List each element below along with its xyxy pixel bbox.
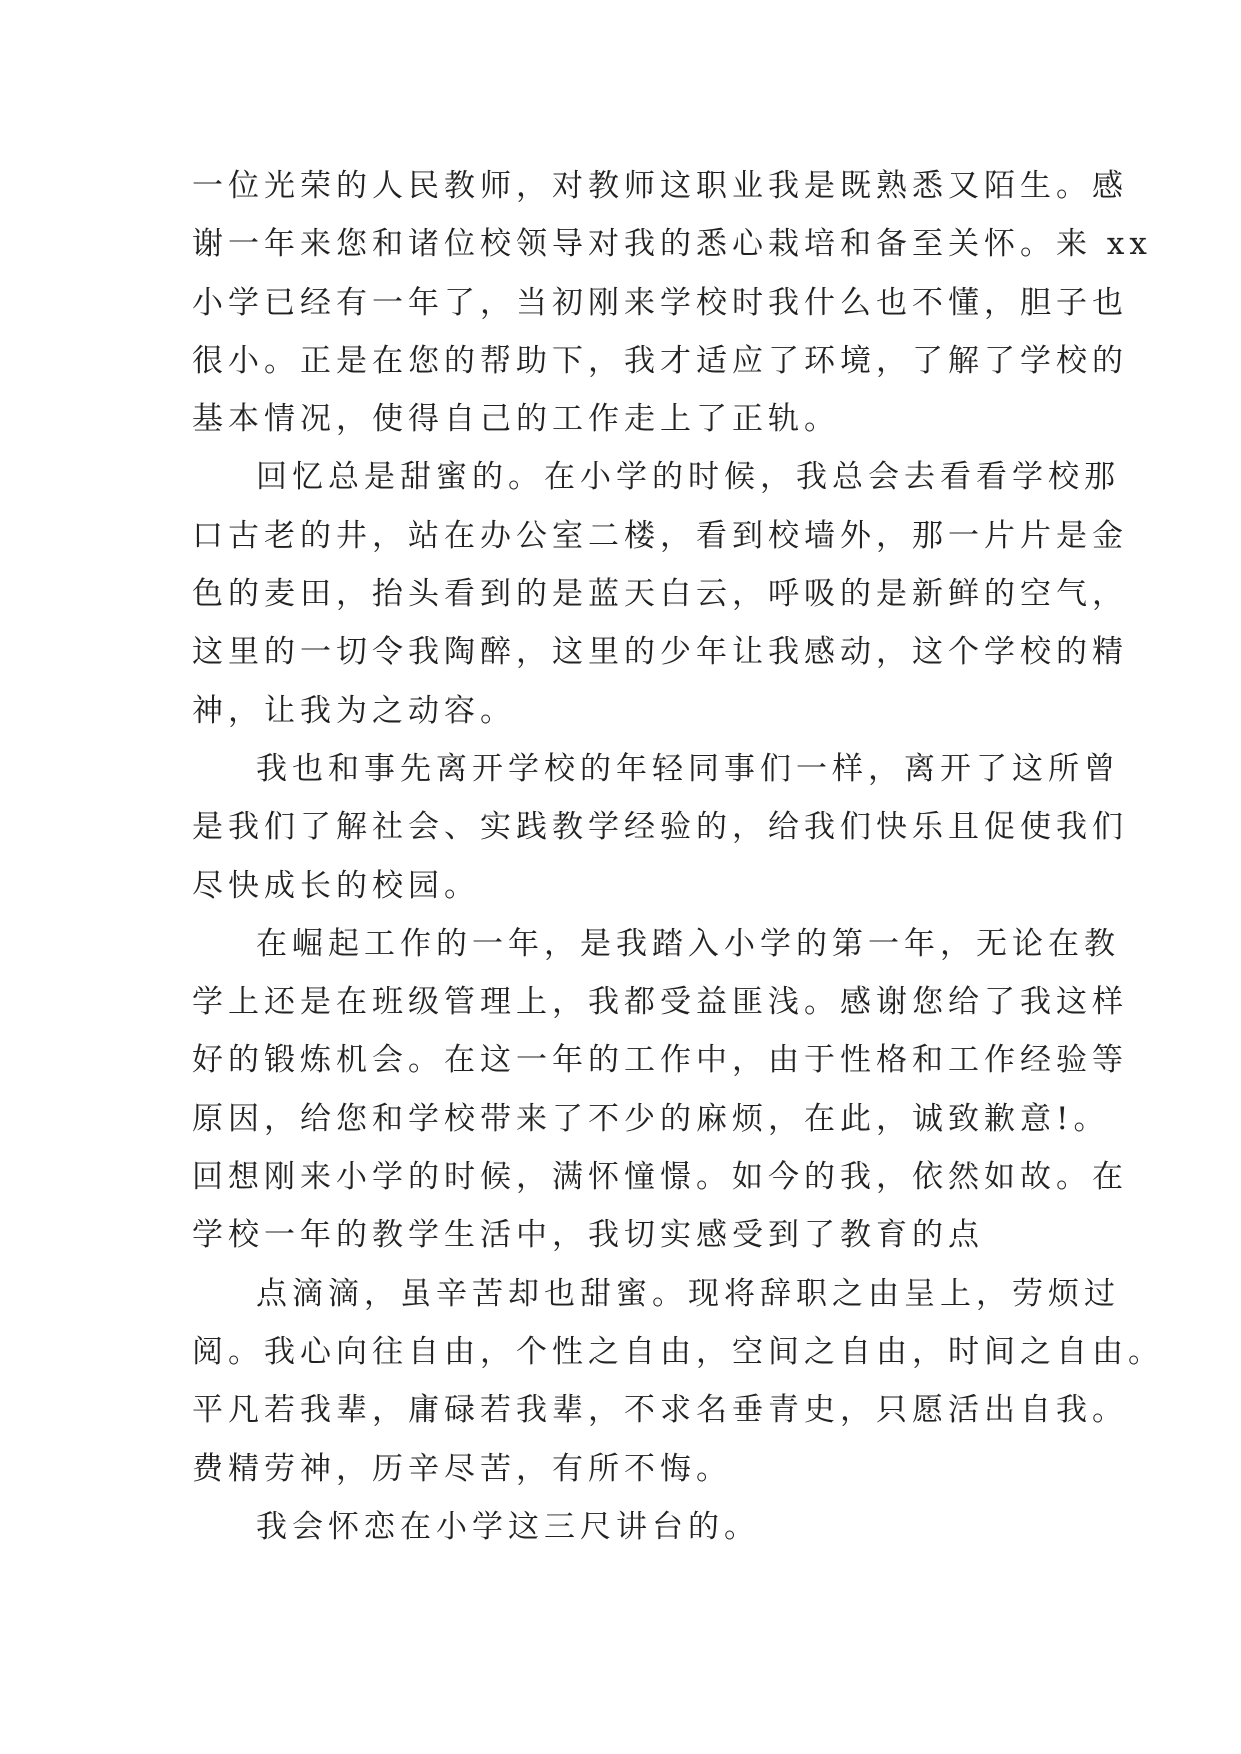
text-line: 是我们了解社会、实践教学经验的，给我们快乐且促使我们 <box>192 809 1128 846</box>
text-line: 这里的一切令我陶醉，这里的少年让我感动，这个学校的精 <box>192 634 1128 671</box>
text-line: 我也和事先离开学校的年轻同事们一样，离开了这所曾 <box>256 750 1120 787</box>
text-line: 基本情况，使得自己的工作走上了正轨。 <box>192 401 840 438</box>
text-line: 我会怀恋在小学这三尺讲台的。 <box>256 1508 760 1545</box>
text-line: 阅。我心向往自由，个性之自由，空间之自由，时间之自由。 <box>192 1333 1164 1370</box>
text-line: 尽快成长的校园。 <box>192 867 480 904</box>
text-line: 小学已经有一年了，当初刚来学校时我什么也不懂，胆子也 <box>192 284 1128 321</box>
text-line: 平凡若我辈，庸碌若我辈，不求名垂青史，只愿活出自我。 <box>192 1392 1128 1429</box>
text-line: 神，让我为之动容。 <box>192 692 516 729</box>
body-text <box>192 157 1164 1556</box>
text-line: 好的锻炼机会。在这一年的工作中，由于性格和工作经验等 <box>192 1042 1128 1079</box>
text-line: 学校一年的教学生活中，我切实感受到了教育的点 <box>192 1217 984 1254</box>
text-line: 口古老的井，站在办公室二楼，看到校墙外，那一片片是金 <box>192 517 1128 554</box>
text-line: 谢一年来您和诸位校领导对我的悉心栽培和备至关怀。来 xx <box>192 226 1152 263</box>
text-line: 色的麦田，抬头看到的是蓝天白云，呼吸的是新鲜的空气， <box>192 576 1128 613</box>
text-line: 点滴滴，虽辛苦却也甜蜜。现将辞职之由呈上，劳烦过 <box>256 1275 1120 1312</box>
text-line: 原因，给您和学校带来了不少的麻烦，在此，诚致歉意!。 <box>192 1100 1110 1137</box>
text-line: 回想刚来小学的时候，满怀憧憬。如今的我，依然如故。在 <box>192 1159 1128 1196</box>
text-line: 回忆总是甜蜜的。在小学的时候，我总会去看看学校那 <box>256 459 1120 496</box>
text-line: 很小。正是在您的帮助下，我才适应了环境，了解了学校的 <box>192 342 1128 379</box>
text-line: 学上还是在班级管理上，我都受益匪浅。感谢您给了我这样 <box>192 984 1128 1021</box>
text-line: 费精劳神，历辛尽苦，有所不悔。 <box>192 1450 732 1487</box>
text-line: 一位光荣的人民教师，对教师这职业我是既熟悉又陌生。感 <box>192 168 1128 204</box>
text-line: 在崛起工作的一年，是我踏入小学的第一年，无论在教 <box>256 925 1120 962</box>
